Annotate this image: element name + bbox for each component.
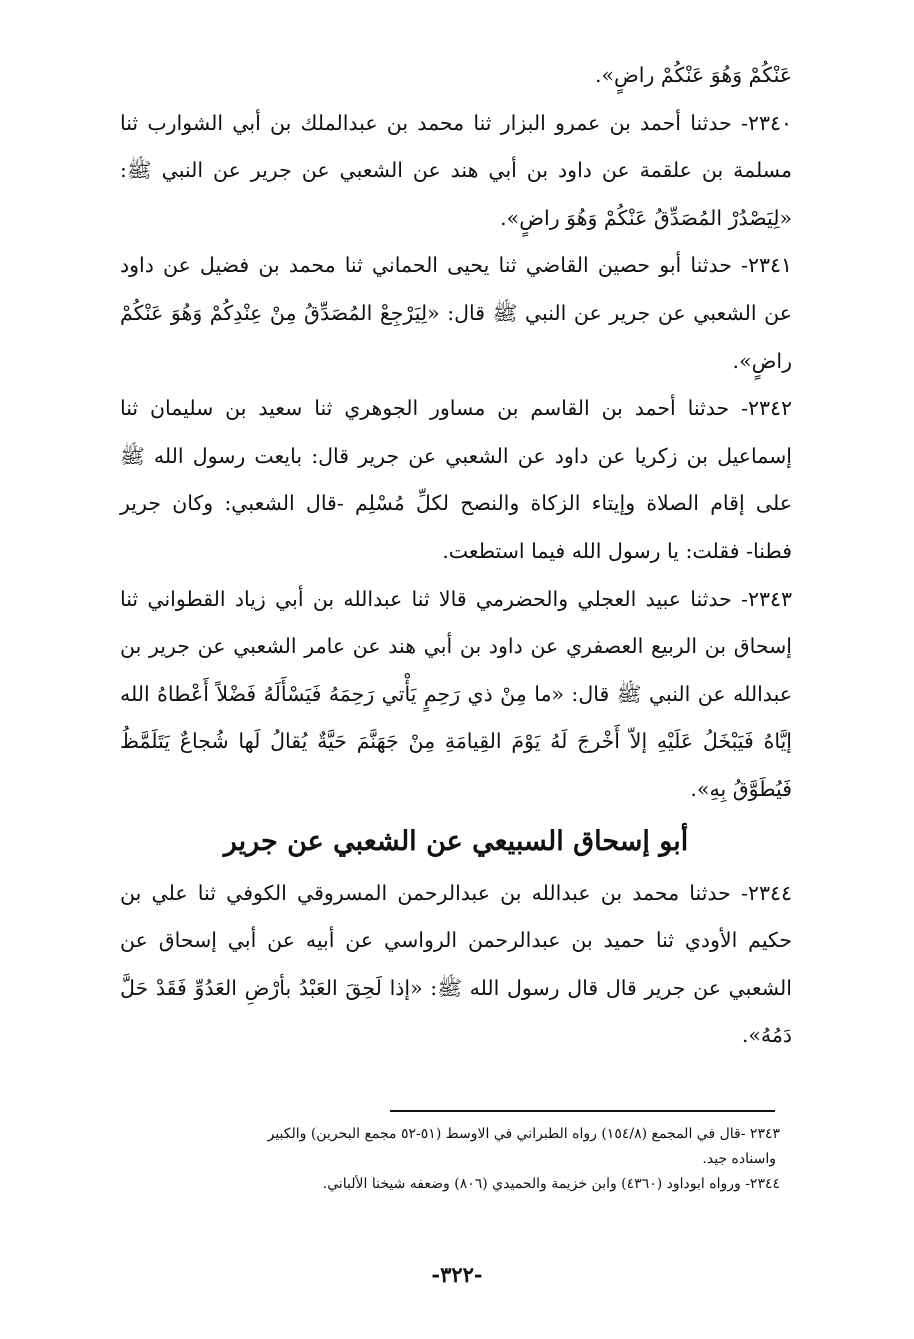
hadith-2342: ٢٣٤٢- حدثنا أحمد بن القاسم بن مساور الجوهري ثنا سعيد بن سليمان ثنا إسماعيل بن زكريا عن داود عن الشعبي عن جرير قال: بايعت رسول الله ﷺ على إقام الصلاة وإيتاء الزكاة والنصح لكلِّ مُسْلِم -قال الشعبي: وكان جرير فطنا- فقلت: يا رسول الله فيما استطعت. <box>120 396 792 563</box>
hadith-2340: ٢٣٤٠- حدثنا أحمد بن عمرو البزار ثنا محمد بن عبدالملك بن أبي الشوارب ثنا مسلمة بن علقمة عن داود بن أبي هند عن الشعبي عن جرير عن النبي ﷺ: «لِيَصْدُرْ المُصَدِّقُ عَنْكُمْ وَهُوَ راضٍ». <box>120 110 792 230</box>
main-text <box>120 52 792 1060</box>
footnote-2343: ٢٣٤٣ -قال في المجمع (١٥٤/٨) رواه الطبراني في الاوسط (٥١-٥٢ مجمع البحرين) والكبير <box>267 1126 780 1142</box>
hadith-2344: ٢٣٤٤- حدثنا محمد بن عبدالله بن عبدالرحمن المسروقي الكوفي ثنا علي بن حكيم الأودي ثنا حميد بن عبدالرحمن الرواسي عن أبيه عن أبي إسحاق عن الشعبي عن جرير قال قال رسول الله ﷺ: «إذا لَحِقَ العَبْدُ بأرْضِ العَدُوِّ فَقَدْ حَلَّ دَمُهُ». <box>120 880 792 1048</box>
footnote-divider <box>390 1110 775 1112</box>
footnote-2344: ٢٣٤٤- ورواه ابوداود (٤٣٦٠) وابن خزيمة والحميدي (٨٠٦) وضعفه شيخنا الألباني. <box>322 1176 780 1192</box>
hadith-2343: ٢٣٤٣- حدثنا عبيد العجلي والحضرمي قالا ثنا عبدالله بن أبي زياد القطواني ثنا إسحاق بن الربيع العصفري عن داود بن أبي هند عن عامر الشعبي عن جرير بن عبدالله عن النبي ﷺ قال: «ما مِنْ ذي رَحِمٍ يَأْتي رَحِمَهُ فَيَسْأَلَهُ فَضْلاً أَعْطاهُ الله إيَّاهُ فَيَبْخَلُ عَلَيْهِ إلاّ أَخْرجَ لَهُ يَوْمَ القِيامَةِ مِنْ جَهَنَّمَ حَيَّةٌ يُقالُ لَها شُجاعٌ يَتَلَمَّظُ فَيُطَوَّقُ بِهِ». <box>120 586 792 801</box>
footnotes <box>130 1122 780 1197</box>
section-heading: أبو إسحاق السبيعي عن الشعبي عن جرير <box>223 825 689 857</box>
paragraph-continuation: عَنْكُمْ وَهُوَ عَنْكُمْ راضٍ». <box>594 63 792 87</box>
hadith-2341: ٢٣٤١- حدثنا أبو حصين القاضي ثنا يحيى الحماني ثنا محمد بن فضيل عن داود عن الشعبي عن جرير عن النبي ﷺ قال: «لِيَرْجِعْ المُصَدِّقُ مِنْ عِنْدِكُمْ وَهُوَ عَنْكُمْ راضٍ». <box>120 253 792 373</box>
footnote-2343-continuation: واسناده جيد. <box>702 1151 776 1167</box>
page-number: -٣٢٢- <box>431 1262 483 1287</box>
